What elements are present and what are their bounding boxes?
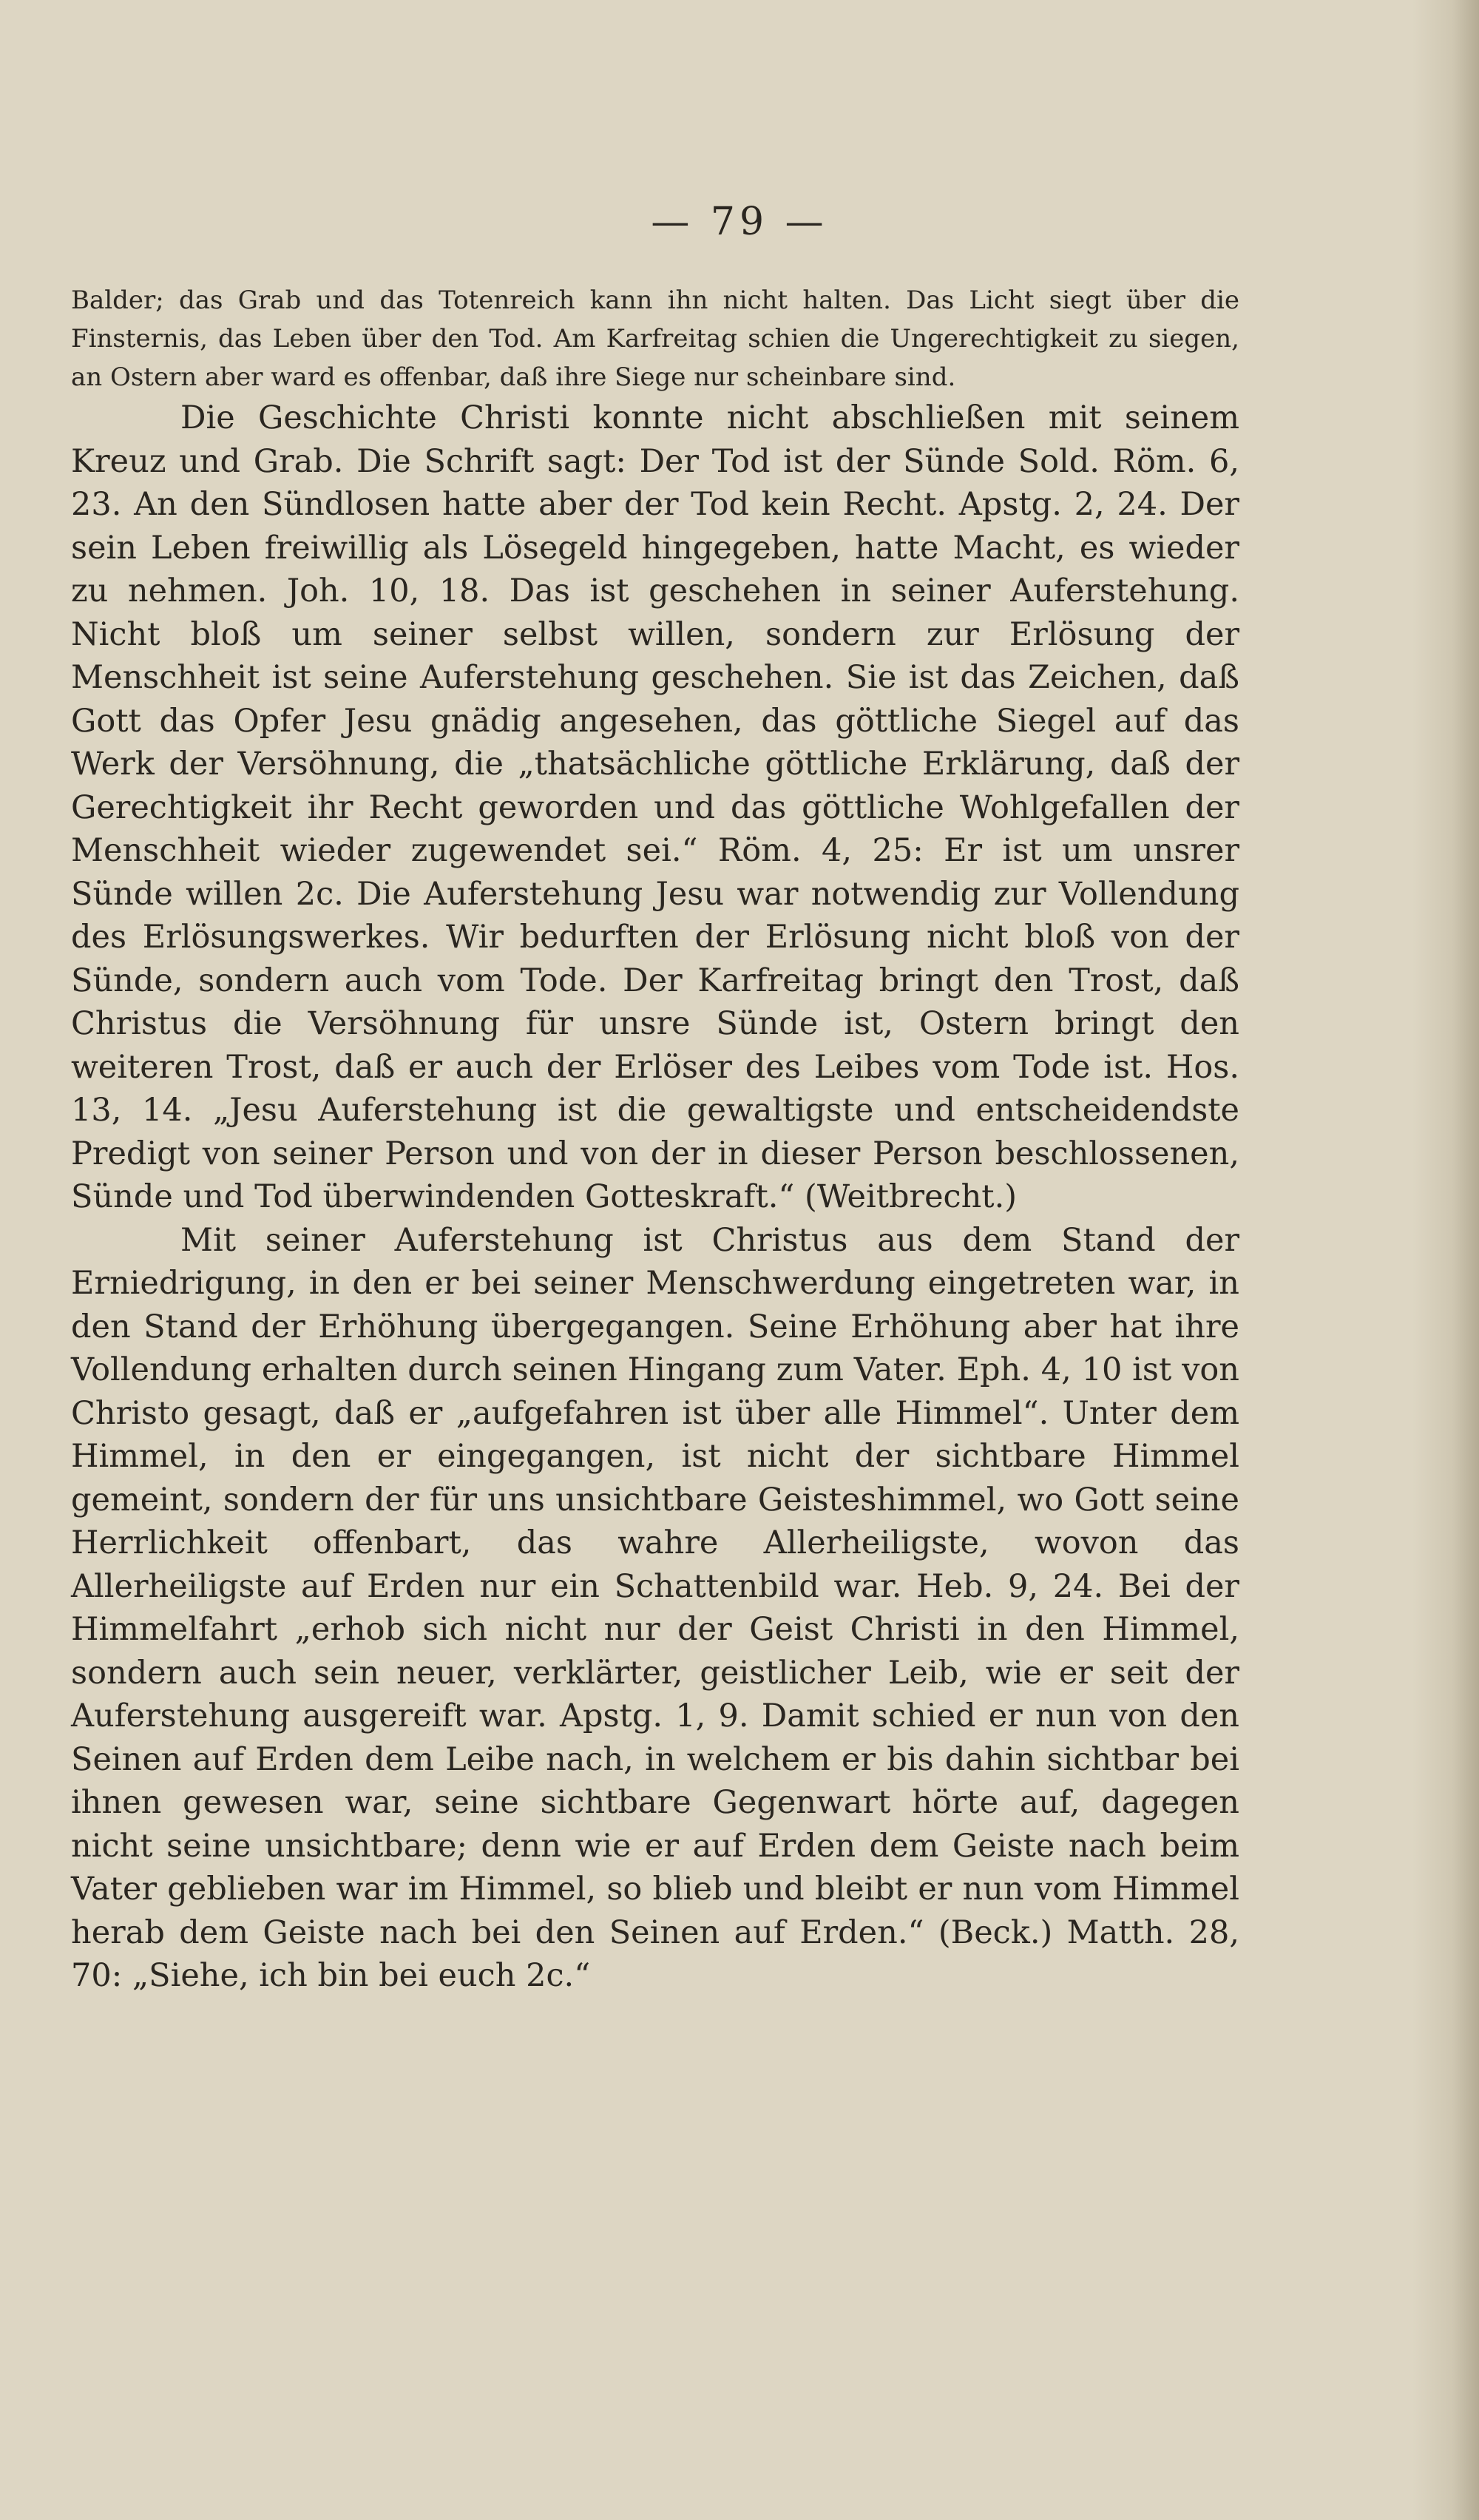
paragraph-2: Die Geschichte Christi konnte nicht abschließen mit seinem Kreuz und Grab. Die Schrift sagt: Der Tod ist der Sünde Sold. Röm. 6, 23. An den Sündlosen hatte aber der Tod kein Recht. Apstg. 2, 24. Der sein Leben freiwillig als Lösegeld hingegeben, hatte Macht, es wieder zu nehmen. Joh. 10, 18. Das ist geschehen in seiner Auferstehung. Nicht bloß um seiner selbst willen, sondern zur Erlösung der Menschheit ist seine Auferstehung geschehen. Sie ist das Zeichen, daß Gott das Opfer Jesu gnädig angesehen, das göttliche Siegel auf das Werk der Versöhnung, die „thatsächliche göttliche Erklärung, daß der Gerechtigkeit ihr Recht geworden und das göttliche Wohlgefallen der Menschheit wieder zugewendet sei.“ Röm. 4, 25: Er ist um unsrer Sünde willen 2c. Die Auferstehung Jesu war notwendig zur Vollendung des Erlösungswerkes. Wir bedurften der Erlösung nicht bloß von der Sünde, sondern auch vom Tode. Der Karfreitag bringt den Trost, daß Christus die Versöhnung für unsre Sünde ist, Ostern bringt den weiteren Trost, daß er auch der Erlöser des Leibes vom Tode ist. Hos. 13, 14. „Jesu Auferstehung ist die gewaltigste und entscheidendste Predigt von seiner Person und von der in dieser Person beschlossenen, Sünde und Tod überwindenden Gotteskraft.“ (Weitbrecht.) <box>71 399 1239 1215</box>
page-number: — 79 — <box>651 200 828 244</box>
page-edge-shadow <box>1412 0 1479 2520</box>
body-text <box>71 281 1239 1998</box>
paragraph-3: Mit seiner Auferstehung ist Christus aus dem Stand der Erniedrigung, in den er bei seiner Menschwerdung eingetreten war, in den Stand der Erhöhung übergegangen. Seine Erhöhung aber hat ihre Vollendung erhalten durch seinen Hingang zum Vater. Eph. 4, 10 ist von Christo gesagt, daß er „aufgefahren ist über alle Himmel“. Unter dem Himmel, in den er eingegangen, ist nicht der sichtbare Himmel gemeint, sondern der für uns unsichtbare Geisteshimmel, wo Gott seine Herrlichkeit offenbart, das wahre Allerheiligste, wovon das Allerheiligste auf Erden nur ein Schattenbild war. Heb. 9, 24. Bei der Himmelfahrt „erhob sich nicht nur der Geist Christi in den Himmel, sondern auch sein neuer, verklärter, geistlicher Leib, wie er seit der Auferstehung ausgereift war. Apstg. 1, 9. Damit schied er nun von den Seinen auf Erden dem Leibe nach, in welchem er bis dahin sichtbar bei ihnen gewesen war, seine sichtbare Gegenwart hörte auf, dagegen nicht seine unsichtbare; denn wie er auf Erden dem Geiste nach beim Vater geblieben war im Himmel, so blieb und bleibt er nun vom Himmel herab dem Geiste nach bei den Seinen auf Erden.“ (Beck.) Matth. 28, 70: „Siehe, ich bin bei euch 2c.“ <box>71 1221 1239 1994</box>
paragraph-1: Balder; das Grab und das Totenreich kann ihn nicht halten. Das Licht siegt über die Finsternis, das Leben über den Tod. Am Karfreitag schien die Ungerechtigkeit zu siegen, an Ostern aber ward es offenbar, daß ihre Siege nur scheinbare sind. <box>71 286 1239 392</box>
